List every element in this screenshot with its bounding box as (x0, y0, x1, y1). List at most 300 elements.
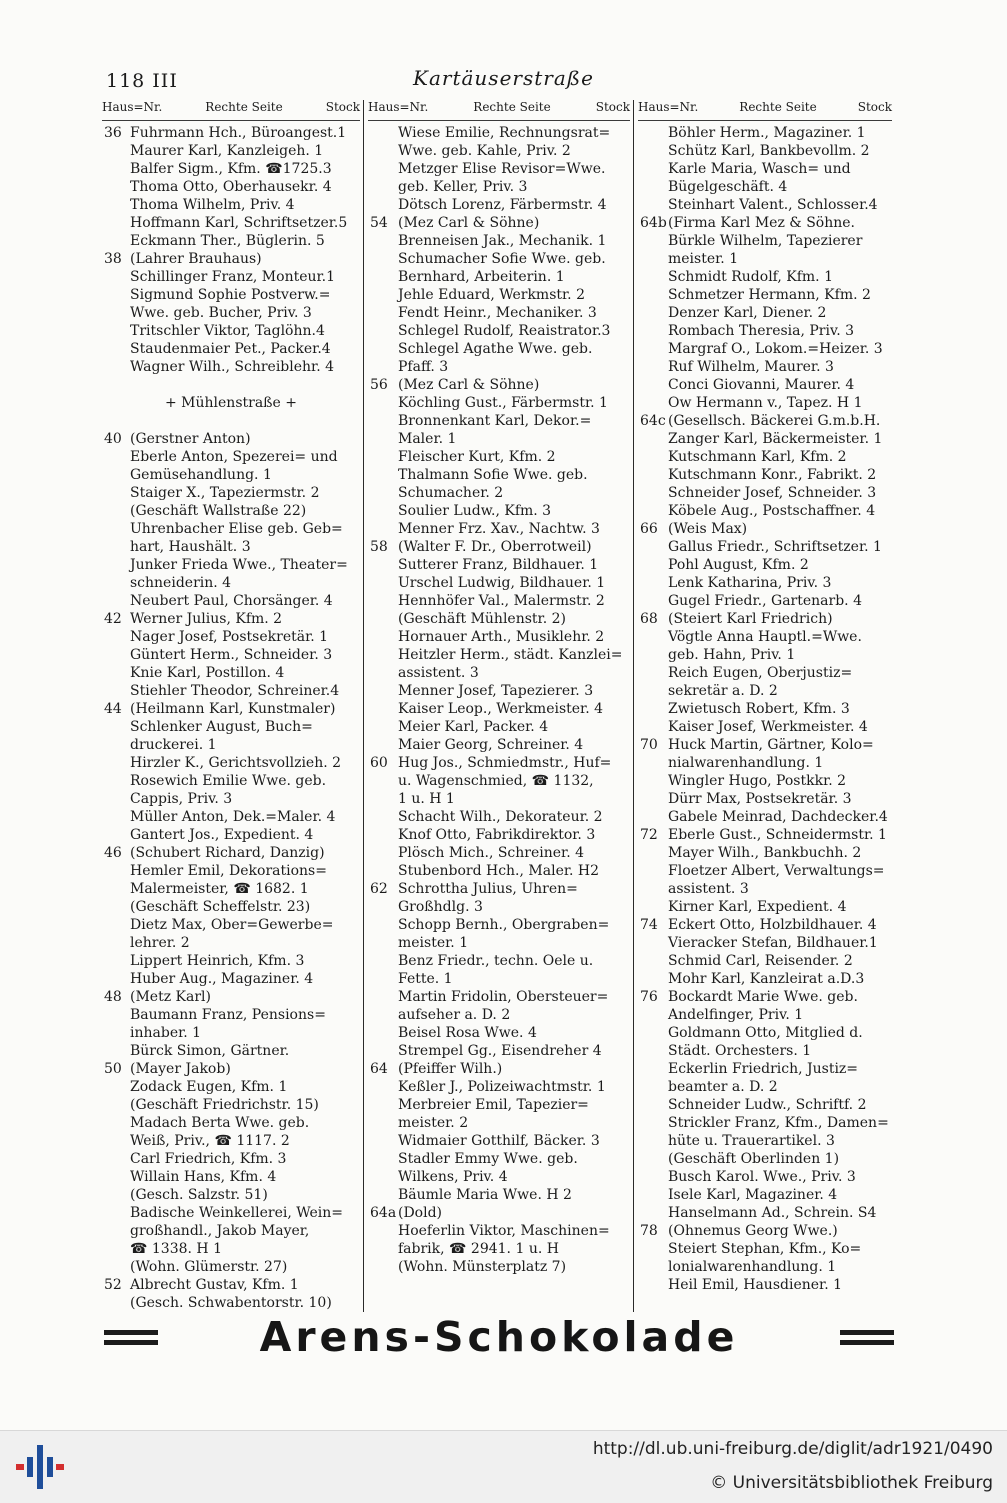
directory-entry (368, 214, 630, 232)
resident-text: Martin Fridolin, Obersteuer= (398, 989, 609, 1005)
directory-entry (102, 1024, 360, 1042)
directory-entry (368, 250, 630, 268)
directory-entry (102, 394, 360, 412)
resident-text: Hemler Emil, Dekorations= (130, 863, 327, 879)
directory-entry (102, 736, 360, 754)
resident-text: Dietz Max, Ober=Gewerbe= (130, 917, 334, 933)
directory-entry (638, 1222, 892, 1240)
directory-entry (368, 1240, 630, 1258)
resident-text: Eberle Gust., Schneidermstr. 1 (668, 827, 887, 843)
resident-text: Mayer Wilh., Bankbuchh. 2 (668, 845, 862, 861)
directory-entry (368, 1204, 630, 1222)
page-number: 118 III (106, 70, 178, 92)
header-side: Rechte Seite (739, 100, 817, 114)
copyright-notice: © Universitätsbibliothek Freiburg (710, 1473, 993, 1493)
resident-text: Floetzer Albert, Verwaltungs= (668, 863, 885, 879)
resident-text: Heil Emil, Hausdiener. 1 (668, 1277, 842, 1293)
directory-entry (368, 916, 630, 934)
directory-entry (102, 520, 360, 538)
directory-entry (102, 340, 360, 358)
resident-text: Ruf Wilhelm, Maurer. 3 (668, 359, 834, 375)
directory-entry (102, 250, 360, 268)
resident-text: Merbreier Emil, Tapezier= (398, 1097, 589, 1113)
directory-entry (638, 484, 892, 502)
directory-entry (102, 1060, 360, 1078)
column-divider (363, 100, 364, 1312)
house-number: 50 (104, 1061, 122, 1077)
directory-entry (368, 1060, 630, 1078)
directory-entry (368, 862, 630, 880)
directory-entry (368, 1222, 630, 1240)
directory-entry (368, 178, 630, 196)
directory-entry (638, 430, 892, 448)
resident-text: sekretär a. D. 2 (668, 683, 778, 699)
column-header (368, 100, 630, 121)
directory-entry (368, 754, 630, 772)
street-heading: Kartäuserstraße (413, 66, 594, 90)
banner-left-bars (104, 1330, 158, 1345)
resident-text: Carl Friedrich, Kfm. 3 (130, 1151, 287, 1167)
column-header (638, 100, 892, 121)
resident-text: (Geschäft Mühlenstr. 2) (398, 611, 566, 627)
directory-entry (102, 160, 360, 178)
resident-text: fabrik, ☎ 2941. 1 u. H (398, 1241, 559, 1257)
resident-text: Maler. 1 (398, 431, 457, 447)
resident-text: Kirner Karl, Expedient. 4 (668, 899, 847, 915)
directory-entry (638, 466, 892, 484)
house-number: 60 (370, 755, 388, 771)
resident-text: Knie Karl, Postillon. 4 (130, 665, 285, 681)
directory-entry (102, 556, 360, 574)
directory-entry (638, 610, 892, 628)
directory-entry (102, 952, 360, 970)
directory-entry (638, 1042, 892, 1060)
directory-entry (638, 826, 892, 844)
directory-entry (638, 1006, 892, 1024)
directory-entry (368, 376, 630, 394)
directory-entry (102, 1240, 360, 1258)
resident-text: (Pfeiffer Wilh.) (398, 1061, 503, 1077)
resident-text: (Steiert Karl Friedrich) (668, 611, 833, 627)
directory-entry (638, 304, 892, 322)
resident-text: Andelfinger, Priv. 1 (668, 1007, 804, 1023)
resident-text: Pfaff. 3 (398, 359, 449, 375)
resident-text: Margraf O., Lokom.=Heizer. 3 (668, 341, 883, 357)
directory-entry (638, 1114, 892, 1132)
resident-text: Schlegel Rudolf, Reaistrator.3 (398, 323, 611, 339)
resident-text: Kutschmann Konr., Fabrikt. 2 (668, 467, 877, 483)
directory-entry (368, 1168, 630, 1186)
resident-text: Thoma Otto, Oberhausekr. 4 (130, 179, 332, 195)
directory-entry (102, 610, 360, 628)
directory-entry (638, 556, 892, 574)
directory-entry (368, 394, 630, 412)
resident-text: (Dold) (398, 1205, 443, 1221)
directory-entry (102, 502, 360, 520)
resident-text: Kutschmann Karl, Kfm. 2 (668, 449, 847, 465)
house-number: 70 (640, 737, 658, 753)
directory-entry (102, 880, 360, 898)
resident-text: Maurer Karl, Kanzleigeh. 1 (130, 143, 324, 159)
house-number: 42 (104, 611, 122, 627)
directory-entry (368, 808, 630, 826)
resident-text: Gallus Friedr., Schriftsetzer. 1 (668, 539, 882, 555)
resident-text: Schumacher. 2 (398, 485, 504, 501)
resident-text: (Mez Carl & Söhne) (398, 377, 540, 393)
resident-text: Hoeferlin Viktor, Maschinen= (398, 1223, 610, 1239)
resident-text: (Gesellsch. Bäckerei G.m.b.H. (668, 413, 881, 429)
resident-text: Widmaier Gotthilf, Bäcker. 3 (398, 1133, 600, 1149)
directory-entry (638, 862, 892, 880)
resident-text: assistent. 3 (398, 665, 479, 681)
resident-text: Bockardt Marie Wwe. geb. (668, 989, 858, 1005)
resident-text: großhandl., Jakob Mayer, (130, 1223, 310, 1239)
house-number: 68 (640, 611, 658, 627)
directory-entry (368, 664, 630, 682)
directory-entry (102, 1168, 360, 1186)
resident-text: Fette. 1 (398, 971, 453, 987)
resident-text: Ow Hermann v., Tapez. H 1 (668, 395, 863, 411)
resident-text: Stiehler Theodor, Schreiner.4 (130, 683, 340, 699)
resident-text: Wiese Emilie, Rechnungsrat= (398, 125, 611, 141)
resident-text: (Schubert Richard, Danzig) (130, 845, 325, 861)
directory-entry (368, 1024, 630, 1042)
resident-text: Staudenmaier Pet., Packer.4 (130, 341, 331, 357)
resident-text: geb. Keller, Priv. 3 (398, 179, 528, 195)
directory-entry (368, 340, 630, 358)
directory-entry (102, 916, 360, 934)
directory-entry (638, 124, 892, 142)
resident-text: Müller Anton, Dek.=Maler. 4 (130, 809, 336, 825)
house-number: 64a (370, 1205, 397, 1221)
directory-entry (638, 718, 892, 736)
resident-text: lonialwarenhandlung. 1 (668, 1259, 837, 1275)
resident-text: Dötsch Lorenz, Färbermstr. 4 (398, 197, 607, 213)
directory-entry (638, 538, 892, 556)
header-hausnr: Haus=Nr. (368, 100, 429, 114)
resident-text: Eckert Otto, Holzbildhauer. 4 (668, 917, 877, 933)
directory-entry (638, 268, 892, 286)
directory-entry (102, 646, 360, 664)
directory-entry (638, 700, 892, 718)
directory-entry (638, 880, 892, 898)
resident-text: Fuhrmann Hch., Büroangest.1 (130, 125, 347, 141)
resident-text: Wingler Hugo, Postkkr. 2 (668, 773, 847, 789)
directory-entry (102, 1294, 360, 1312)
resident-text: Rosewich Emilie Wwe. geb. (130, 773, 327, 789)
directory-entry (102, 574, 360, 592)
directory-entry (102, 358, 360, 376)
directory-entry (638, 898, 892, 916)
directory-entry (638, 394, 892, 412)
directory-entry (368, 700, 630, 718)
directory-entry (368, 844, 630, 862)
resident-text: Fendt Heinr., Mechaniker. 3 (398, 305, 597, 321)
directory-entry (368, 1186, 630, 1204)
directory-entry (368, 358, 630, 376)
header-stock: Stock (325, 100, 360, 114)
resident-text: geb. Hahn, Priv. 1 (668, 647, 796, 663)
directory-entry (368, 502, 630, 520)
directory-entry (102, 430, 360, 448)
resident-text: Jehle Eduard, Werkmstr. 2 (398, 287, 585, 303)
directory-entry (638, 1078, 892, 1096)
directory-entry (102, 1186, 360, 1204)
resident-text: Nager Josef, Postsekretär. 1 (130, 629, 329, 645)
directory-entry (368, 790, 630, 808)
resident-text: Hennhöfer Val., Malermstr. 2 (398, 593, 605, 609)
directory-entry (638, 1060, 892, 1078)
directory-entry (638, 376, 892, 394)
resident-text: Cappis, Priv. 3 (130, 791, 233, 807)
house-number: 44 (104, 701, 122, 717)
resident-text: Eckmann Ther., Büglerin. 5 (130, 233, 325, 249)
resident-text: Metzger Elise Revisor=Wwe. (398, 161, 606, 177)
header-side: Rechte Seite (205, 100, 283, 114)
resident-text: aufseher a. D. 2 (398, 1007, 511, 1023)
directory-entry (638, 232, 892, 250)
directory-entry (368, 934, 630, 952)
directory-entry (638, 1186, 892, 1204)
source-url-link[interactable]: http://dl.ub.uni-freiburg.de/diglit/adr1921/0490 (592, 1439, 993, 1459)
directory-entry (102, 484, 360, 502)
directory-entry (368, 1132, 630, 1150)
resident-text: Schmetzer Hermann, Kfm. 2 (668, 287, 871, 303)
directory-entry (102, 988, 360, 1006)
resident-text: ☎ 1338. H 1 (130, 1241, 222, 1257)
resident-text: Bürck Simon, Gärtner. (130, 1043, 290, 1059)
directory-entry (368, 1114, 630, 1132)
resident-text: Karle Maria, Wasch= und (668, 161, 851, 177)
resident-text: Stubenbord Hch., Maler. H2 (398, 863, 600, 879)
house-number: 76 (640, 989, 658, 1005)
resident-text: Weiß, Priv., ☎ 1117. 2 (130, 1133, 290, 1149)
directory-entry (368, 988, 630, 1006)
directory-entry (638, 1168, 892, 1186)
directory-entry (368, 772, 630, 790)
directory-entry (368, 322, 630, 340)
resident-text: 1 u. H 1 (398, 791, 455, 807)
resident-text: Meier Karl, Packer. 4 (398, 719, 549, 735)
directory-entry (102, 412, 360, 430)
resident-text: Lenk Katharina, Priv. 3 (668, 575, 832, 591)
directory-entry (638, 1240, 892, 1258)
resident-text: meister. 1 (398, 935, 469, 951)
directory-entry (368, 142, 630, 160)
directory-entry (368, 466, 630, 484)
directory-entry (102, 448, 360, 466)
directory-entry (638, 934, 892, 952)
resident-text: Schopp Bernh., Obergraben= (398, 917, 610, 933)
resident-text: Thalmann Sofie Wwe. geb. (398, 467, 588, 483)
resident-text: Urschel Ludwig, Bildhauer. 1 (398, 575, 606, 591)
resident-text: Steinhart Valent., Schlosser.4 (668, 197, 878, 213)
directory-entry (102, 844, 360, 862)
resident-text: (Metz Karl) (130, 989, 211, 1005)
directory-entry (638, 214, 892, 232)
directory-entry (638, 844, 892, 862)
resident-text: Badische Weinkellerei, Wein= (130, 1205, 344, 1221)
resident-text: (Geschäft Oberlinden 1) (668, 1151, 840, 1167)
directory-entry (102, 466, 360, 484)
resident-text: Bäumle Maria Wwe. H 2 (398, 1187, 572, 1203)
directory-entry (102, 1258, 360, 1276)
resident-text: Bronnenkant Karl, Dekor.= (398, 413, 592, 429)
directory-entry (638, 574, 892, 592)
resident-text: Plösch Mich., Schreiner. 4 (398, 845, 585, 861)
directory-entry (638, 448, 892, 466)
resident-text: Tritschler Viktor, Taglöhn.4 (130, 323, 325, 339)
directory-entry (638, 736, 892, 754)
directory-entry (102, 286, 360, 304)
resident-text: Madach Berta Wwe. geb. (130, 1115, 310, 1131)
resident-text: Huber Aug., Magaziner. 4 (130, 971, 314, 987)
house-number: 72 (640, 827, 658, 843)
resident-text: Güntert Herm., Schneider. 3 (130, 647, 333, 663)
directory-entry (368, 970, 630, 988)
directory-entry (102, 1132, 360, 1150)
resident-text: Lippert Heinrich, Kfm. 3 (130, 953, 305, 969)
resident-text: Hornauer Arth., Musiklehr. 2 (398, 629, 605, 645)
resident-text: assistent. 3 (668, 881, 749, 897)
resident-text: Zodack Eugen, Kfm. 1 (130, 1079, 288, 1095)
header-hausnr: Haus=Nr. (102, 100, 163, 114)
resident-text: meister. 1 (668, 251, 739, 267)
directory-entry (638, 1276, 892, 1294)
directory-entry (102, 592, 360, 610)
resident-text: Schmidt Rudolf, Kfm. 1 (668, 269, 833, 285)
resident-text: Sigmund Sophie Postverw.= (130, 287, 331, 303)
resident-text: Mohr Karl, Kanzleirat a.D.3 (668, 971, 865, 987)
directory-entry (102, 1096, 360, 1114)
resident-text: Städt. Orchesters. 1 (668, 1043, 812, 1059)
resident-text: Kaiser Josef, Werkmeister. 4 (668, 719, 868, 735)
resident-text: Eckerlin Friedrich, Justiz= (668, 1061, 859, 1077)
column-divider (633, 100, 634, 1312)
house-number: 78 (640, 1223, 658, 1239)
directory-entry (102, 196, 360, 214)
resident-text: Schmid Carl, Reisender. 2 (668, 953, 853, 969)
directory-entry (102, 790, 360, 808)
resident-text: Neubert Paul, Chorsänger. 4 (130, 593, 333, 609)
house-number: 48 (104, 989, 122, 1005)
resident-text: Steiert Stephan, Kfm., Ko= (668, 1241, 862, 1257)
resident-text: Kaiser Leop., Werkmeister. 4 (398, 701, 604, 717)
resident-text: (Walter F. Dr., Oberrotweil) (398, 539, 592, 555)
resident-text: Gugel Friedr., Gartenarb. 4 (668, 593, 862, 609)
resident-text: Zwietusch Robert, Kfm. 3 (668, 701, 850, 717)
directory-entry (368, 1006, 630, 1024)
resident-text: Gantert Jos., Expedient. 4 (130, 827, 314, 843)
resident-text: Wilkens, Priv. 4 (398, 1169, 508, 1185)
directory-entry (102, 232, 360, 250)
resident-text: Köbele Aug., Postschaffner. 4 (668, 503, 876, 519)
resident-text: Junker Frieda Wwe., Theater= (130, 557, 348, 573)
resident-text: Hug Jos., Schmiedmstr., Huf= (398, 755, 612, 771)
house-number: 54 (370, 215, 388, 231)
resident-text: Eberle Anton, Spezerei= und (130, 449, 338, 465)
directory-entry (102, 718, 360, 736)
directory-entry (102, 268, 360, 286)
directory-entry (638, 178, 892, 196)
directory-entry (368, 286, 630, 304)
resident-text: Willain Hans, Kfm. 4 (130, 1169, 277, 1185)
directory-entry (368, 1042, 630, 1060)
resident-text: Sutterer Franz, Bildhauer. 1 (398, 557, 599, 573)
resident-text: Bürkle Wilhelm, Tapezierer (668, 233, 863, 249)
resident-text: Reich Eugen, Oberjustiz= (668, 665, 853, 681)
house-number: 62 (370, 881, 388, 897)
resident-text: (Gerstner Anton) (130, 431, 251, 447)
directory-entry (368, 448, 630, 466)
resident-text: (Lahrer Brauhaus) (130, 251, 262, 267)
resident-text: (Gesch. Schwabentorstr. 10) (130, 1295, 332, 1311)
directory-entry (638, 790, 892, 808)
directory-entry (102, 826, 360, 844)
directory-entry (368, 160, 630, 178)
resident-text: Vögtle Anna Hauptl.=Wwe. (668, 629, 862, 645)
resident-text: Staiger X., Tapeziermstr. 2 (130, 485, 320, 501)
resident-text: Hoffmann Karl, Schriftsetzer.5 (130, 215, 348, 231)
resident-text: Goldmann Otto, Mitglied d. (668, 1025, 863, 1041)
resident-text: Schütz Karl, Bankbevollm. 2 (668, 143, 870, 159)
directory-entry (102, 1042, 360, 1060)
house-number: 58 (370, 539, 388, 555)
directory-entry (102, 1276, 360, 1294)
directory-entry (638, 808, 892, 826)
resident-text: nialwarenhandlung. 1 (668, 755, 824, 771)
directory-entry (102, 1204, 360, 1222)
directory-entry (368, 898, 630, 916)
house-number: 38 (104, 251, 122, 267)
directory-entry (102, 862, 360, 880)
resident-text: Rombach Theresia, Priv. 3 (668, 323, 855, 339)
column-header (102, 100, 360, 121)
resident-text: Schumacher Sofie Wwe. geb. (398, 251, 606, 267)
resident-text: (Mayer Jakob) (130, 1061, 231, 1077)
house-number: 56 (370, 377, 388, 393)
directory-entry (102, 142, 360, 160)
resident-text: Heitzler Herm., städt. Kanzlei= (398, 647, 623, 663)
directory-entry (368, 592, 630, 610)
ub-freiburg-logo-icon (14, 1443, 66, 1491)
resident-text: Isele Karl, Magaziner. 4 (668, 1187, 838, 1203)
directory-entry (368, 268, 630, 286)
house-number: 66 (640, 521, 658, 537)
resident-text: Schneider Josef, Schneider. 3 (668, 485, 877, 501)
directory-entry (638, 502, 892, 520)
banner-text: Arens-Schokolade (259, 1313, 739, 1361)
directory-entry (638, 970, 892, 988)
resident-text: Beisel Rosa Wwe. 4 (398, 1025, 537, 1041)
directory-entry (638, 1096, 892, 1114)
directory-entry (102, 178, 360, 196)
resident-text: Balfer Sigm., Kfm. ☎1725.3 (130, 161, 332, 177)
resident-text: beamter a. D. 2 (668, 1079, 778, 1095)
resident-text: Menner Frz. Xav., Nachtw. 3 (398, 521, 600, 537)
directory-entry (102, 934, 360, 952)
directory-entry (638, 358, 892, 376)
resident-text: Schillinger Franz, Monteur.1 (130, 269, 336, 285)
resident-text: Wagner Wilh., Schreiblehr. 4 (130, 359, 334, 375)
directory-entry (638, 1024, 892, 1042)
resident-text: Maier Georg, Schreiner. 4 (398, 737, 584, 753)
directory-entry (638, 160, 892, 178)
resident-text: hüte u. Trauerartikel. 3 (668, 1133, 835, 1149)
directory-entry (638, 664, 892, 682)
resident-text: Schlenker August, Buch= (130, 719, 313, 735)
directory-entry (368, 574, 630, 592)
